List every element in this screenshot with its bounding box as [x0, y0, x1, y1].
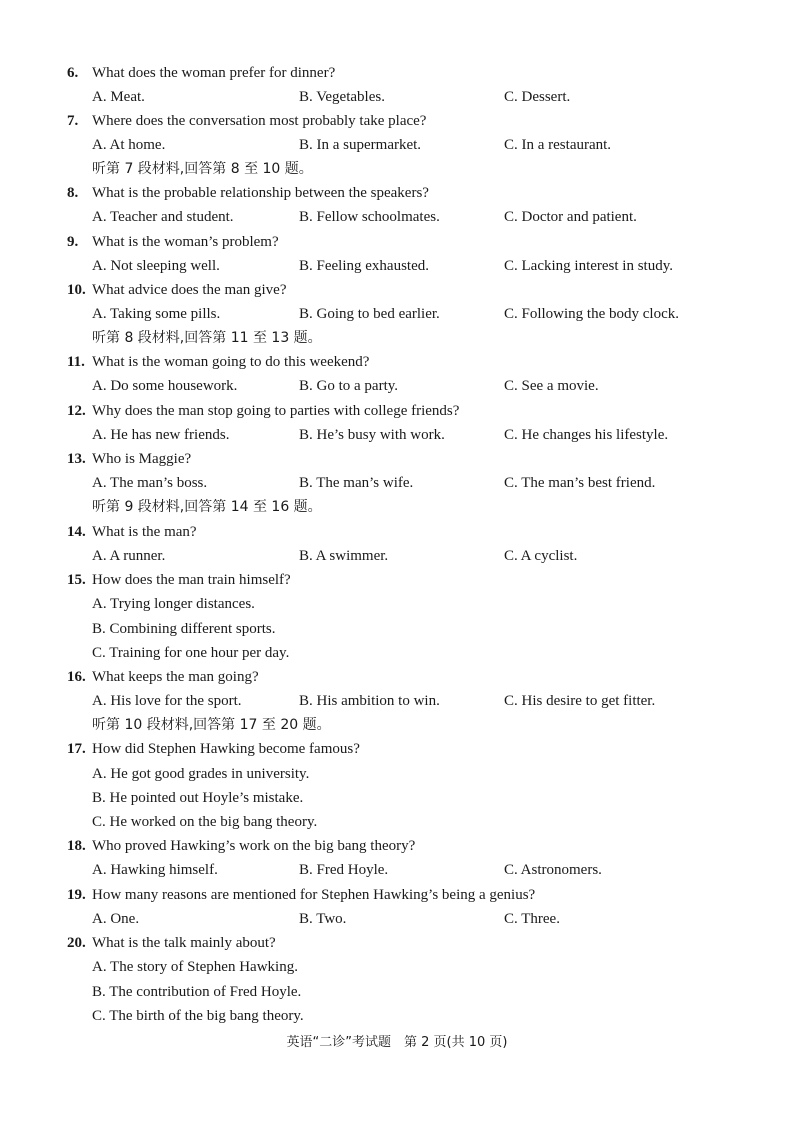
section-heading-9: [0, 495, 794, 519]
question-number: 18.: [67, 838, 86, 854]
question-15: [0, 568, 794, 592]
option-a: A. A runner.: [92, 548, 166, 564]
question-12-options: [0, 423, 794, 447]
question-number: 17.: [67, 741, 86, 757]
option-b: B. In a supermarket.: [299, 137, 422, 153]
question-text: Where does the conversation most probably take place?: [92, 113, 427, 129]
option-c: C. Dessert.: [504, 89, 571, 105]
option-b: B. Go to a party.: [299, 378, 399, 394]
option-b: B. Going to bed earlier.: [299, 306, 440, 322]
question-number: 19.: [67, 887, 86, 903]
option-a: A. Teacher and student.: [92, 209, 234, 225]
question-text: What advice does the man give?: [92, 282, 287, 298]
question-8-options: [0, 205, 794, 229]
option-c: C. A cyclist.: [504, 548, 578, 564]
question-11: [0, 350, 794, 374]
question-text: Who proved Hawking’s work on the big bang theory?: [92, 838, 416, 854]
option-a: A. Meat.: [92, 89, 145, 105]
option-b: B. Fellow schoolmates.: [299, 209, 440, 225]
question-number: 7.: [67, 113, 79, 129]
question-15-option-a: [0, 592, 794, 616]
question-number: 6.: [67, 65, 79, 81]
option-a: A. One.: [92, 911, 140, 927]
question-20-option-b: [0, 980, 794, 1004]
option-c: C. See a movie.: [504, 378, 599, 394]
section-instruction: 听第 7 段材料,回答第 8 至 10 题。: [92, 161, 313, 177]
option-c: C. He worked on the big bang theory.: [92, 814, 318, 830]
option-a: A. He got good grades in university.: [92, 766, 310, 782]
option-a: A. Taking some pills.: [92, 306, 221, 322]
question-text: What is the man?: [92, 524, 197, 540]
option-c: C. Three.: [504, 911, 560, 927]
question-20-option-a: [0, 955, 794, 979]
question-12: [0, 399, 794, 423]
option-c: C. The man’s best friend.: [504, 475, 656, 491]
question-number: 20.: [67, 935, 86, 951]
question-15-option-b: [0, 617, 794, 641]
option-b: B. The contribution of Fred Hoyle.: [92, 984, 302, 1000]
page-footer: 英语“二诊”考试题 第 2 页(共 10 页): [286, 1035, 508, 1050]
question-7: [0, 109, 794, 133]
question-17-option-c: [0, 810, 794, 834]
question-9-options: [0, 254, 794, 278]
question-17-option-b: [0, 786, 794, 810]
question-13-options: [0, 471, 794, 495]
option-c: C. Following the body clock.: [504, 306, 679, 322]
section-instruction: 听第 9 段材料,回答第 14 至 16 题。: [92, 499, 322, 515]
question-10: [0, 278, 794, 302]
option-b: B. The man’s wife.: [299, 475, 414, 491]
question-6: [0, 61, 794, 85]
option-c: C. Lacking interest in study.: [504, 258, 673, 274]
question-18: [0, 834, 794, 858]
option-a: A. At home.: [92, 137, 166, 153]
question-14: [0, 520, 794, 544]
question-text: What is the woman’s problem?: [92, 234, 279, 250]
question-9: [0, 230, 794, 254]
question-number: 11.: [67, 354, 85, 370]
question-17-option-a: [0, 762, 794, 786]
question-number: 10.: [67, 282, 86, 298]
question-11-options: [0, 374, 794, 398]
question-text: How many reasons are mentioned for Stephen Hawking’s being a genius?: [92, 887, 536, 903]
question-10-options: [0, 302, 794, 326]
option-c: C. Doctor and patient.: [504, 209, 637, 225]
option-b: B. His ambition to win.: [299, 693, 440, 709]
option-a: A. His love for the sport.: [92, 693, 242, 709]
option-c: C. The birth of the big bang theory.: [92, 1008, 304, 1024]
option-a: A. He has new friends.: [92, 427, 230, 443]
question-text: What is the probable relationship between the speakers?: [92, 185, 429, 201]
option-b: B. A swimmer.: [299, 548, 389, 564]
question-text: What keeps the man going?: [92, 669, 259, 685]
question-number: 13.: [67, 451, 86, 467]
option-b: B. He pointed out Hoyle’s mistake.: [92, 790, 304, 806]
question-15-option-c: [0, 641, 794, 665]
option-b: B. Two.: [299, 911, 347, 927]
option-b: B. Vegetables.: [299, 89, 385, 105]
section-heading-10: [0, 713, 794, 737]
question-7-options: [0, 133, 794, 157]
question-14-options: [0, 544, 794, 568]
option-a: A. The man’s boss.: [92, 475, 208, 491]
option-a: A. The story of Stephen Hawking.: [92, 959, 298, 975]
question-8: [0, 181, 794, 205]
question-6-options: [0, 85, 794, 109]
question-text: Why does the man stop going to parties with college friends?: [92, 403, 460, 419]
question-19: [0, 883, 794, 907]
option-c: C. Training for one hour per day.: [92, 645, 290, 661]
option-b: B. He’s busy with work.: [299, 427, 445, 443]
question-text: What is the talk mainly about?: [92, 935, 276, 951]
question-number: 12.: [67, 403, 86, 419]
question-number: 8.: [67, 185, 79, 201]
option-b: B. Feeling exhausted.: [299, 258, 429, 274]
question-17: [0, 737, 794, 761]
option-a: A. Trying longer distances.: [92, 596, 255, 612]
option-c: C. Astronomers.: [504, 862, 602, 878]
option-c: C. In a restaurant.: [504, 137, 612, 153]
section-instruction: 听第 10 段材料,回答第 17 至 20 题。: [92, 717, 331, 733]
option-c: C. His desire to get fitter.: [504, 693, 656, 709]
question-text: Who is Maggie?: [92, 451, 192, 467]
question-number: 15.: [67, 572, 86, 588]
section-heading-7: [0, 157, 794, 181]
question-16-options: [0, 689, 794, 713]
question-text: What is the woman going to do this weekend?: [92, 354, 370, 370]
question-text: What does the woman prefer for dinner?: [92, 65, 336, 81]
question-number: 9.: [67, 234, 79, 250]
option-a: A. Not sleeping well.: [92, 258, 220, 274]
question-number: 16.: [67, 669, 86, 685]
question-20-option-c: [0, 1004, 794, 1028]
option-b: B. Fred Hoyle.: [299, 862, 389, 878]
section-heading-8: [0, 326, 794, 350]
question-number: 14.: [67, 524, 86, 540]
section-instruction: 听第 8 段材料,回答第 11 至 13 题。: [92, 330, 322, 346]
question-16: [0, 665, 794, 689]
option-a: A. Do some housework.: [92, 378, 238, 394]
option-a: A. Hawking himself.: [92, 862, 218, 878]
option-c: C. He changes his lifestyle.: [504, 427, 669, 443]
question-text: How does the man train himself?: [92, 572, 291, 588]
option-b: B. Combining different sports.: [92, 621, 276, 637]
question-20: [0, 931, 794, 955]
question-text: How did Stephen Hawking become famous?: [92, 741, 360, 757]
question-13: [0, 447, 794, 471]
question-19-options: [0, 907, 794, 931]
question-18-options: [0, 858, 794, 882]
